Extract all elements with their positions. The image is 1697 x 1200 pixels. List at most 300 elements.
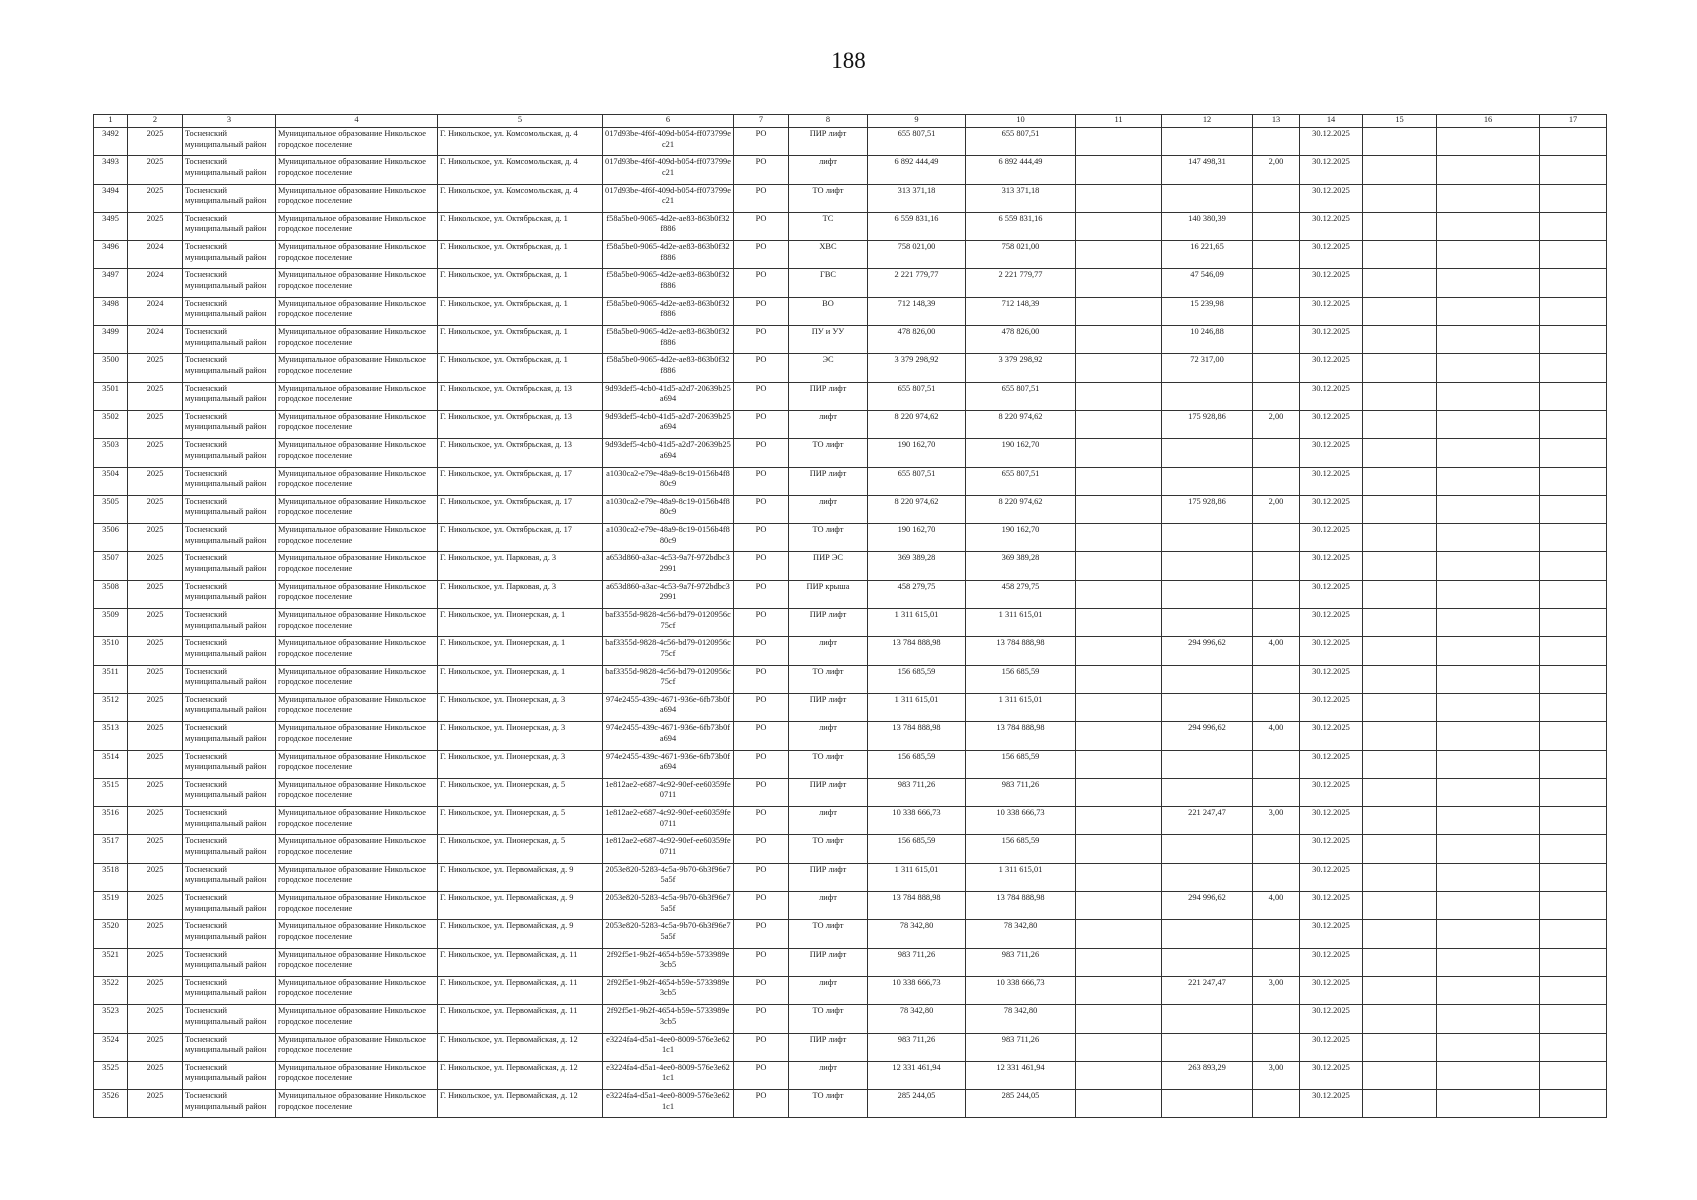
- lift-count-cell: [1253, 750, 1300, 778]
- municipality-cell: Муниципальное образование Никольское городское поселение: [276, 410, 438, 438]
- table-row: [94, 693, 1607, 721]
- house-guid-cell: 1e812ae2-e687-4c92-90ef-ee60359fe0711: [603, 778, 734, 806]
- row-number-cell: 3492: [94, 128, 128, 156]
- col-16-cell: [1437, 693, 1540, 721]
- municipality-cell: Муниципальное образование Никольское городское поселение: [276, 439, 438, 467]
- col-17-cell: [1540, 326, 1607, 354]
- program-cell: РО: [734, 609, 789, 637]
- table-row: [94, 1033, 1607, 1061]
- col-17-cell: [1540, 976, 1607, 1004]
- deadline-cell: 30.12.2025: [1300, 410, 1363, 438]
- col-17-cell: [1540, 665, 1607, 693]
- row-number-cell: 3507: [94, 552, 128, 580]
- table-row: [94, 1090, 1607, 1118]
- table-body: [94, 128, 1607, 1118]
- district-cell: Тосненский муниципальный район: [183, 128, 276, 156]
- cost-cell: 13 784 888,98: [868, 722, 966, 750]
- municipality-cell: Муниципальное образование Никольское городское поселение: [276, 892, 438, 920]
- cost-total-cell: 655 807,51: [966, 467, 1076, 495]
- program-cell: РО: [734, 326, 789, 354]
- col-17-cell: [1540, 410, 1607, 438]
- address-cell: Г. Никольское, ул. Первомайская, д. 12: [438, 1090, 603, 1118]
- work-type-cell: ТО лифт: [789, 1005, 868, 1033]
- cost-share-cell: [1162, 552, 1253, 580]
- cost-cell: 1 311 615,01: [868, 693, 966, 721]
- col-15-cell: [1363, 637, 1437, 665]
- program-cell: РО: [734, 863, 789, 891]
- work-type-cell: ПИР лифт: [789, 863, 868, 891]
- table-row: [94, 665, 1607, 693]
- deadline-cell: 30.12.2025: [1300, 892, 1363, 920]
- col-11-cell: [1076, 241, 1162, 269]
- deadline-cell: 30.12.2025: [1300, 976, 1363, 1004]
- cost-cell: 12 331 461,94: [868, 1061, 966, 1089]
- municipality-cell: Муниципальное образование Никольское городское поселение: [276, 467, 438, 495]
- cost-total-cell: 369 389,28: [966, 552, 1076, 580]
- col-11-cell: [1076, 863, 1162, 891]
- table-row: [94, 552, 1607, 580]
- house-guid-cell: f58a5be0-9065-4d2e-ae83-863b0f32f886: [603, 269, 734, 297]
- col-11-cell: [1076, 212, 1162, 240]
- column-header-16: 16: [1437, 115, 1540, 128]
- deadline-cell: 30.12.2025: [1300, 156, 1363, 184]
- cost-share-cell: [1162, 382, 1253, 410]
- house-guid-cell: 2f92f5e1-9b2f-4654-b59e-5733989e3cb5: [603, 976, 734, 1004]
- house-guid-cell: a653d860-a3ac-4c53-9a7f-972bdbc32991: [603, 552, 734, 580]
- cost-share-cell: 47 546,09: [1162, 269, 1253, 297]
- cost-share-cell: 140 380,39: [1162, 212, 1253, 240]
- municipality-cell: Муниципальное образование Никольское городское поселение: [276, 495, 438, 523]
- year-cell: 2025: [128, 354, 183, 382]
- cost-total-cell: 458 279,75: [966, 580, 1076, 608]
- work-type-cell: лифт: [789, 1061, 868, 1089]
- col-11-cell: [1076, 722, 1162, 750]
- cost-cell: 285 244,05: [868, 1090, 966, 1118]
- address-cell: Г. Никольское, ул. Пионерская, д. 5: [438, 807, 603, 835]
- municipality-cell: Муниципальное образование Никольское городское поселение: [276, 156, 438, 184]
- house-guid-cell: 974e2455-439c-4671-936e-6fb73b0fa694: [603, 693, 734, 721]
- cost-share-cell: 294 996,62: [1162, 722, 1253, 750]
- col-17-cell: [1540, 750, 1607, 778]
- table-row: [94, 580, 1607, 608]
- address-cell: Г. Никольское, ул. Первомайская, д. 12: [438, 1033, 603, 1061]
- col-16-cell: [1437, 778, 1540, 806]
- year-cell: 2024: [128, 241, 183, 269]
- cost-share-cell: [1162, 128, 1253, 156]
- deadline-cell: 30.12.2025: [1300, 439, 1363, 467]
- address-cell: Г. Никольское, ул. Октябрьская, д. 1: [438, 354, 603, 382]
- col-17-cell: [1540, 439, 1607, 467]
- col-15-cell: [1363, 269, 1437, 297]
- lift-count-cell: [1253, 920, 1300, 948]
- col-15-cell: [1363, 156, 1437, 184]
- municipality-cell: Муниципальное образование Никольское городское поселение: [276, 807, 438, 835]
- district-cell: Тосненский муниципальный район: [183, 212, 276, 240]
- deadline-cell: 30.12.2025: [1300, 863, 1363, 891]
- work-type-cell: ТО лифт: [789, 184, 868, 212]
- cost-cell: 655 807,51: [868, 467, 966, 495]
- deadline-cell: 30.12.2025: [1300, 1090, 1363, 1118]
- col-16-cell: [1437, 892, 1540, 920]
- cost-cell: 78 342,80: [868, 920, 966, 948]
- district-cell: Тосненский муниципальный район: [183, 354, 276, 382]
- col-16-cell: [1437, 835, 1540, 863]
- cost-cell: 78 342,80: [868, 1005, 966, 1033]
- col-15-cell: [1363, 495, 1437, 523]
- column-header-13: 13: [1253, 115, 1300, 128]
- work-type-cell: лифт: [789, 495, 868, 523]
- work-type-cell: ТО лифт: [789, 920, 868, 948]
- col-17-cell: [1540, 920, 1607, 948]
- municipality-cell: Муниципальное образование Никольское городское поселение: [276, 297, 438, 325]
- col-16-cell: [1437, 439, 1540, 467]
- municipality-cell: Муниципальное образование Никольское городское поселение: [276, 863, 438, 891]
- column-header-6: 6: [603, 115, 734, 128]
- lift-count-cell: [1253, 580, 1300, 608]
- table-row: [94, 807, 1607, 835]
- cost-cell: 13 784 888,98: [868, 637, 966, 665]
- col-17-cell: [1540, 241, 1607, 269]
- municipality-cell: Муниципальное образование Никольское городское поселение: [276, 212, 438, 240]
- work-type-cell: ПУ и УУ: [789, 326, 868, 354]
- col-16-cell: [1437, 807, 1540, 835]
- cost-cell: 6 892 444,49: [868, 156, 966, 184]
- cost-share-cell: [1162, 665, 1253, 693]
- col-16-cell: [1437, 410, 1540, 438]
- col-16-cell: [1437, 750, 1540, 778]
- col-16-cell: [1437, 156, 1540, 184]
- column-header-7: 7: [734, 115, 789, 128]
- deadline-cell: 30.12.2025: [1300, 212, 1363, 240]
- col-15-cell: [1363, 665, 1437, 693]
- cost-cell: 156 685,59: [868, 835, 966, 863]
- work-type-cell: ХВС: [789, 241, 868, 269]
- municipality-cell: Муниципальное образование Никольское городское поселение: [276, 184, 438, 212]
- col-11-cell: [1076, 920, 1162, 948]
- program-cell: РО: [734, 156, 789, 184]
- work-type-cell: ТО лифт: [789, 750, 868, 778]
- col-16-cell: [1437, 297, 1540, 325]
- col-11-cell: [1076, 467, 1162, 495]
- house-guid-cell: 1e812ae2-e687-4c92-90ef-ee60359fe0711: [603, 835, 734, 863]
- district-cell: Тосненский муниципальный район: [183, 835, 276, 863]
- address-cell: Г. Никольское, ул. Октябрьская, д. 17: [438, 495, 603, 523]
- cost-cell: 13 784 888,98: [868, 892, 966, 920]
- cost-total-cell: 8 220 974,62: [966, 410, 1076, 438]
- year-cell: 2025: [128, 495, 183, 523]
- cost-cell: 655 807,51: [868, 128, 966, 156]
- lift-count-cell: 2,00: [1253, 410, 1300, 438]
- program-cell: РО: [734, 241, 789, 269]
- district-cell: Тосненский муниципальный район: [183, 241, 276, 269]
- lift-count-cell: 4,00: [1253, 722, 1300, 750]
- address-cell: Г. Никольское, ул. Октябрьская, д. 17: [438, 524, 603, 552]
- cost-cell: 758 021,00: [868, 241, 966, 269]
- col-15-cell: [1363, 1090, 1437, 1118]
- district-cell: Тосненский муниципальный район: [183, 467, 276, 495]
- col-11-cell: [1076, 439, 1162, 467]
- cost-total-cell: 190 162,70: [966, 524, 1076, 552]
- address-cell: Г. Никольское, ул. Парковая, д. 3: [438, 552, 603, 580]
- house-guid-cell: 9d93def5-4cb0-41d5-a2d7-20639b25a694: [603, 439, 734, 467]
- row-number-cell: 3524: [94, 1033, 128, 1061]
- house-guid-cell: baf3355d-9828-4c56-bd79-0120956c75cf: [603, 637, 734, 665]
- year-cell: 2025: [128, 1061, 183, 1089]
- deadline-cell: 30.12.2025: [1300, 354, 1363, 382]
- program-cell: РО: [734, 750, 789, 778]
- deadline-cell: 30.12.2025: [1300, 750, 1363, 778]
- cost-cell: 1 311 615,01: [868, 609, 966, 637]
- cost-share-cell: 175 928,86: [1162, 410, 1253, 438]
- house-guid-cell: a1030ca2-e79e-48a9-8c19-0156b4f880c9: [603, 524, 734, 552]
- lift-count-cell: [1253, 184, 1300, 212]
- col-17-cell: [1540, 637, 1607, 665]
- work-type-cell: ПИР лифт: [789, 609, 868, 637]
- work-type-cell: ПИР лифт: [789, 948, 868, 976]
- year-cell: 2025: [128, 1005, 183, 1033]
- municipality-cell: Муниципальное образование Никольское городское поселение: [276, 1005, 438, 1033]
- lift-count-cell: [1253, 778, 1300, 806]
- program-cell: РО: [734, 1033, 789, 1061]
- district-cell: Тосненский муниципальный район: [183, 495, 276, 523]
- address-cell: Г. Никольское, ул. Первомайская, д. 9: [438, 863, 603, 891]
- program-cell: РО: [734, 807, 789, 835]
- address-cell: Г. Никольское, ул. Парковая, д. 3: [438, 580, 603, 608]
- cost-cell: 8 220 974,62: [868, 410, 966, 438]
- cost-share-cell: [1162, 524, 1253, 552]
- work-type-cell: лифт: [789, 892, 868, 920]
- col-17-cell: [1540, 863, 1607, 891]
- col-17-cell: [1540, 580, 1607, 608]
- cost-share-cell: [1162, 835, 1253, 863]
- row-number-cell: 3525: [94, 1061, 128, 1089]
- cost-total-cell: 12 331 461,94: [966, 1061, 1076, 1089]
- work-type-cell: ПИР ЭС: [789, 552, 868, 580]
- address-cell: Г. Никольское, ул. Комсомольская, д. 4: [438, 184, 603, 212]
- house-guid-cell: 017d93be-4f6f-409d-b054-ff073799ec21: [603, 156, 734, 184]
- cost-total-cell: 10 338 666,73: [966, 976, 1076, 1004]
- col-16-cell: [1437, 1033, 1540, 1061]
- column-header-17: 17: [1540, 115, 1607, 128]
- house-guid-cell: 2053e820-5283-4c5a-9b70-6b3f96e75a5f: [603, 892, 734, 920]
- cost-total-cell: 190 162,70: [966, 439, 1076, 467]
- col-11-cell: [1076, 693, 1162, 721]
- district-cell: Тосненский муниципальный район: [183, 580, 276, 608]
- col-11-cell: [1076, 184, 1162, 212]
- program-cell: РО: [734, 637, 789, 665]
- cost-total-cell: 78 342,80: [966, 920, 1076, 948]
- deadline-cell: 30.12.2025: [1300, 184, 1363, 212]
- cost-total-cell: 6 892 444,49: [966, 156, 1076, 184]
- col-17-cell: [1540, 1061, 1607, 1089]
- deadline-cell: 30.12.2025: [1300, 948, 1363, 976]
- deadline-cell: 30.12.2025: [1300, 807, 1363, 835]
- cost-cell: 712 148,39: [868, 297, 966, 325]
- lift-count-cell: [1253, 835, 1300, 863]
- col-16-cell: [1437, 1005, 1540, 1033]
- col-11-cell: [1076, 609, 1162, 637]
- district-cell: Тосненский муниципальный район: [183, 524, 276, 552]
- cost-total-cell: 78 342,80: [966, 1005, 1076, 1033]
- col-16-cell: [1437, 212, 1540, 240]
- program-cell: РО: [734, 128, 789, 156]
- work-type-cell: ТО лифт: [789, 1090, 868, 1118]
- row-number-cell: 3511: [94, 665, 128, 693]
- district-cell: Тосненский муниципальный район: [183, 382, 276, 410]
- cost-total-cell: 6 559 831,16: [966, 212, 1076, 240]
- col-16-cell: [1437, 637, 1540, 665]
- col-11-cell: [1076, 580, 1162, 608]
- table-row: [94, 976, 1607, 1004]
- lift-count-cell: [1253, 552, 1300, 580]
- work-type-cell: ПИР крыша: [789, 580, 868, 608]
- program-cell: РО: [734, 354, 789, 382]
- col-11-cell: [1076, 495, 1162, 523]
- row-number-cell: 3502: [94, 410, 128, 438]
- work-type-cell: лифт: [789, 637, 868, 665]
- col-11-cell: [1076, 326, 1162, 354]
- lift-count-cell: [1253, 863, 1300, 891]
- deadline-cell: 30.12.2025: [1300, 609, 1363, 637]
- year-cell: 2025: [128, 552, 183, 580]
- row-number-cell: 3517: [94, 835, 128, 863]
- col-11-cell: [1076, 354, 1162, 382]
- program-cell: РО: [734, 495, 789, 523]
- cost-share-cell: [1162, 467, 1253, 495]
- column-header-4: 4: [276, 115, 438, 128]
- year-cell: 2025: [128, 156, 183, 184]
- col-16-cell: [1437, 1090, 1540, 1118]
- row-number-cell: 3519: [94, 892, 128, 920]
- cost-cell: 983 711,26: [868, 778, 966, 806]
- work-type-cell: лифт: [789, 410, 868, 438]
- district-cell: Тосненский муниципальный район: [183, 948, 276, 976]
- col-17-cell: [1540, 297, 1607, 325]
- table-row: [94, 609, 1607, 637]
- cost-cell: 313 371,18: [868, 184, 966, 212]
- municipality-cell: Муниципальное образование Никольское городское поселение: [276, 665, 438, 693]
- district-cell: Тосненский муниципальный район: [183, 269, 276, 297]
- district-cell: Тосненский муниципальный район: [183, 156, 276, 184]
- house-guid-cell: 2053e820-5283-4c5a-9b70-6b3f96e75a5f: [603, 920, 734, 948]
- address-cell: Г. Никольское, ул. Первомайская, д. 11: [438, 1005, 603, 1033]
- col-17-cell: [1540, 382, 1607, 410]
- work-type-cell: ПИР лифт: [789, 778, 868, 806]
- program-cell: РО: [734, 467, 789, 495]
- lift-count-cell: [1253, 354, 1300, 382]
- col-11-cell: [1076, 750, 1162, 778]
- col-16-cell: [1437, 184, 1540, 212]
- table-row: [94, 892, 1607, 920]
- table-row: [94, 269, 1607, 297]
- row-number-cell: 3521: [94, 948, 128, 976]
- house-guid-cell: baf3355d-9828-4c56-bd79-0120956c75cf: [603, 609, 734, 637]
- municipality-cell: Муниципальное образование Никольское городское поселение: [276, 693, 438, 721]
- col-15-cell: [1363, 835, 1437, 863]
- col-11-cell: [1076, 1033, 1162, 1061]
- col-17-cell: [1540, 722, 1607, 750]
- cost-share-cell: [1162, 609, 1253, 637]
- col-17-cell: [1540, 552, 1607, 580]
- col-17-cell: [1540, 1033, 1607, 1061]
- municipality-cell: Муниципальное образование Никольское городское поселение: [276, 241, 438, 269]
- deadline-cell: 30.12.2025: [1300, 835, 1363, 863]
- work-type-cell: лифт: [789, 722, 868, 750]
- deadline-cell: 30.12.2025: [1300, 1033, 1363, 1061]
- year-cell: 2025: [128, 609, 183, 637]
- cost-share-cell: 175 928,86: [1162, 495, 1253, 523]
- row-number-cell: 3505: [94, 495, 128, 523]
- col-11-cell: [1076, 835, 1162, 863]
- deadline-cell: 30.12.2025: [1300, 467, 1363, 495]
- table-row: [94, 354, 1607, 382]
- col-17-cell: [1540, 693, 1607, 721]
- table-row: [94, 1005, 1607, 1033]
- house-guid-cell: 9d93def5-4cb0-41d5-a2d7-20639b25a694: [603, 410, 734, 438]
- cost-share-cell: [1162, 920, 1253, 948]
- address-cell: Г. Никольское, ул. Комсомольская, д. 4: [438, 128, 603, 156]
- row-number-cell: 3510: [94, 637, 128, 665]
- col-15-cell: [1363, 778, 1437, 806]
- col-15-cell: [1363, 354, 1437, 382]
- row-number-cell: 3495: [94, 212, 128, 240]
- col-17-cell: [1540, 807, 1607, 835]
- house-guid-cell: 1e812ae2-e687-4c92-90ef-ee60359fe0711: [603, 807, 734, 835]
- col-15-cell: [1363, 580, 1437, 608]
- column-header-12: 12: [1162, 115, 1253, 128]
- cost-share-cell: 72 317,00: [1162, 354, 1253, 382]
- cost-total-cell: 758 021,00: [966, 241, 1076, 269]
- address-cell: Г. Никольское, ул. Первомайская, д. 11: [438, 976, 603, 1004]
- column-header-8: 8: [789, 115, 868, 128]
- cost-cell: 10 338 666,73: [868, 807, 966, 835]
- cost-share-cell: [1162, 1090, 1253, 1118]
- house-guid-cell: 2053e820-5283-4c5a-9b70-6b3f96e75a5f: [603, 863, 734, 891]
- municipality-cell: Муниципальное образование Никольское городское поселение: [276, 354, 438, 382]
- col-16-cell: [1437, 863, 1540, 891]
- year-cell: 2025: [128, 128, 183, 156]
- address-cell: Г. Никольское, ул. Октябрьская, д. 13: [438, 410, 603, 438]
- col-11-cell: [1076, 807, 1162, 835]
- house-guid-cell: e3224fa4-d5a1-4ee0-8009-576e3e621c1: [603, 1090, 734, 1118]
- year-cell: 2025: [128, 467, 183, 495]
- year-cell: 2025: [128, 580, 183, 608]
- row-number-cell: 3513: [94, 722, 128, 750]
- municipality-cell: Муниципальное образование Никольское городское поселение: [276, 382, 438, 410]
- lift-count-cell: 3,00: [1253, 976, 1300, 1004]
- district-cell: Тосненский муниципальный район: [183, 920, 276, 948]
- house-guid-cell: baf3355d-9828-4c56-bd79-0120956c75cf: [603, 665, 734, 693]
- deadline-cell: 30.12.2025: [1300, 580, 1363, 608]
- col-16-cell: [1437, 354, 1540, 382]
- cost-total-cell: 478 826,00: [966, 326, 1076, 354]
- col-17-cell: [1540, 495, 1607, 523]
- cost-cell: 10 338 666,73: [868, 976, 966, 1004]
- work-type-cell: ТО лифт: [789, 665, 868, 693]
- lift-count-cell: [1253, 1005, 1300, 1033]
- house-guid-cell: f58a5be0-9065-4d2e-ae83-863b0f32f886: [603, 297, 734, 325]
- work-type-cell: лифт: [789, 976, 868, 1004]
- cost-share-cell: 16 221,65: [1162, 241, 1253, 269]
- cost-share-cell: 263 893,29: [1162, 1061, 1253, 1089]
- house-guid-cell: 017d93be-4f6f-409d-b054-ff073799ec21: [603, 184, 734, 212]
- program-cell: РО: [734, 892, 789, 920]
- municipality-cell: Муниципальное образование Никольское городское поселение: [276, 1090, 438, 1118]
- address-cell: Г. Никольское, ул. Пионерская, д. 3: [438, 722, 603, 750]
- column-header-14: 14: [1300, 115, 1363, 128]
- program-cell: РО: [734, 976, 789, 1004]
- cost-total-cell: 156 685,59: [966, 750, 1076, 778]
